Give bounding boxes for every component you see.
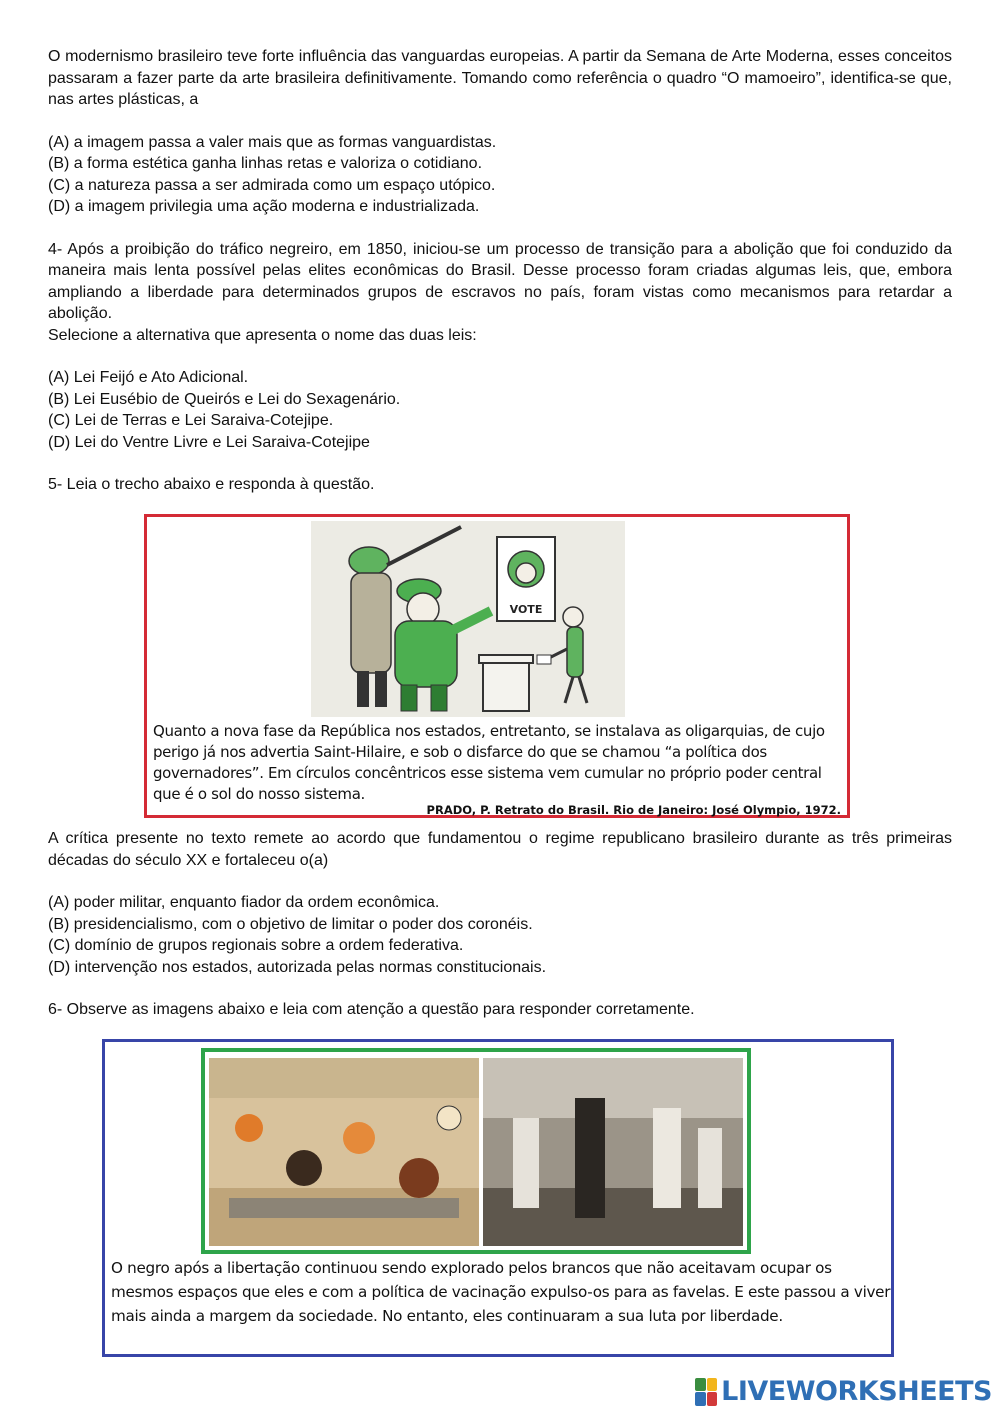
revolt-illustration <box>209 1058 479 1246</box>
q4-option-a: (A) Lei Feijó e Ato Adicional. <box>48 369 249 386</box>
q4-option-d: (D) Lei do Ventre Livre e Lei Saraiva-Cotejipe <box>48 433 370 451</box>
liveworksheets-logo-icon <box>695 1378 717 1406</box>
q4-option-c: (C) Lei de Terras e Lei Saraiva-Cotejipe. <box>48 412 334 429</box>
worksheet-page <box>48 46 952 496</box>
q4-option-b: (B) Lei Eusébio de Queirós e Lei do Sexagenário. <box>48 390 401 408</box>
q3-option-c: (C) a natureza passa a ser admirada como um espaço utópico. <box>48 176 496 194</box>
q3-option-b: (B) a forma estética ganha linhas retas e valoriza o cotidiano. <box>48 155 483 172</box>
navy-photo <box>483 1058 743 1246</box>
q5-question: A crítica presente no texto remete ao acordo que fundamentou o regime republicano brasileiro durante as três primeiras décadas do século XX e fortaleceu o(a) <box>48 830 952 869</box>
cartoon-drawing <box>311 521 625 717</box>
q3-option-a: (A) a imagem passa a valer mais que as formas vanguardistas. <box>48 133 497 151</box>
q5-question-block <box>48 828 952 1021</box>
quote-text: Quanto a nova fase da República nos estados, entretanto, se instalava as oligarquias, de cujo perigo já nos advertia Saint-Hilaire, e sob o disfarce do que se chamou “a política dos governadores”. Em círculos concêntricos esse sistema vem cumular no próprio poder central que é o sol do nosso sistema. <box>153 722 825 803</box>
q5-option-c: (C) domínio de grupos regionais sobre a ordem federativa. <box>48 937 464 954</box>
oligarchy-cartoon <box>311 521 625 717</box>
q3-option-d: (D) a imagem privilegia uma ação moderna e industrializada. <box>48 198 480 215</box>
q4-prompt: Selecione a alternativa que apresenta o nome das duas leis: <box>48 326 477 344</box>
liveworksheets-logo <box>695 1376 992 1407</box>
q6-photos-frame <box>201 1048 751 1254</box>
revolt-illustration-drawing <box>209 1058 479 1246</box>
q6-image-box <box>102 1039 894 1357</box>
navy-photo-drawing <box>483 1058 743 1246</box>
q6-caption: O negro após a libertação continuou sendo explorado pelos brancos que não aceitavam ocupar os mesmos espaços que eles e com a política de vacinação expulso-os para as favelas. E este passou a viver mais ainda a margem da sociedade. No entanto, eles continuaram a sua luta por liberdade. <box>111 1259 891 1325</box>
q3-intro: O modernismo brasileiro teve forte influência das vanguardas europeias. A partir da Semana de Arte Moderna, esses conceitos passaram a fazer parte da arte brasileira definitivamente. Tomando como referência o quadro “O mamoeiro”, identifica-se que, nas artes plásticas, a <box>48 48 952 108</box>
q4-intro: 4- Após a proibição do tráfico negreiro, em 1850, iniciou-se um processo de transição para a abolição que foi conduzido da maneira mais lenta possível pelas elites econômicas do Brasil. Desse processo foram criadas algumas leis, que, embora ampliando a liberdade para determinados grupos de escravos no país, foram vistas como mecanismos para retardar a abolição. <box>48 240 952 322</box>
q5-option-a: (A) poder militar, enquanto fiador da ordem econômica. <box>48 894 440 911</box>
q5-option-b: (B) presidencialismo, com o objetivo de limitar o poder dos coronéis. <box>48 915 533 933</box>
vote-sign: VOTE <box>509 603 543 616</box>
quote-source: PRADO, P. Retrato do Brasil. Rio de Janeiro: José Olympio, 1972. <box>426 803 841 817</box>
q6-intro: 6- Observe as imagens abaixo e leia com atenção a questão para responder corretamente. <box>48 1001 695 1018</box>
q5-text-box <box>144 514 850 818</box>
q5-intro: 5- Leia o trecho abaixo e responda à questão. <box>48 476 375 493</box>
q5-option-d: (D) intervenção nos estados, autorizada pelas normas constitucionais. <box>48 958 547 976</box>
liveworksheets-brand: LIVEWORKSHEETS <box>721 1376 992 1407</box>
